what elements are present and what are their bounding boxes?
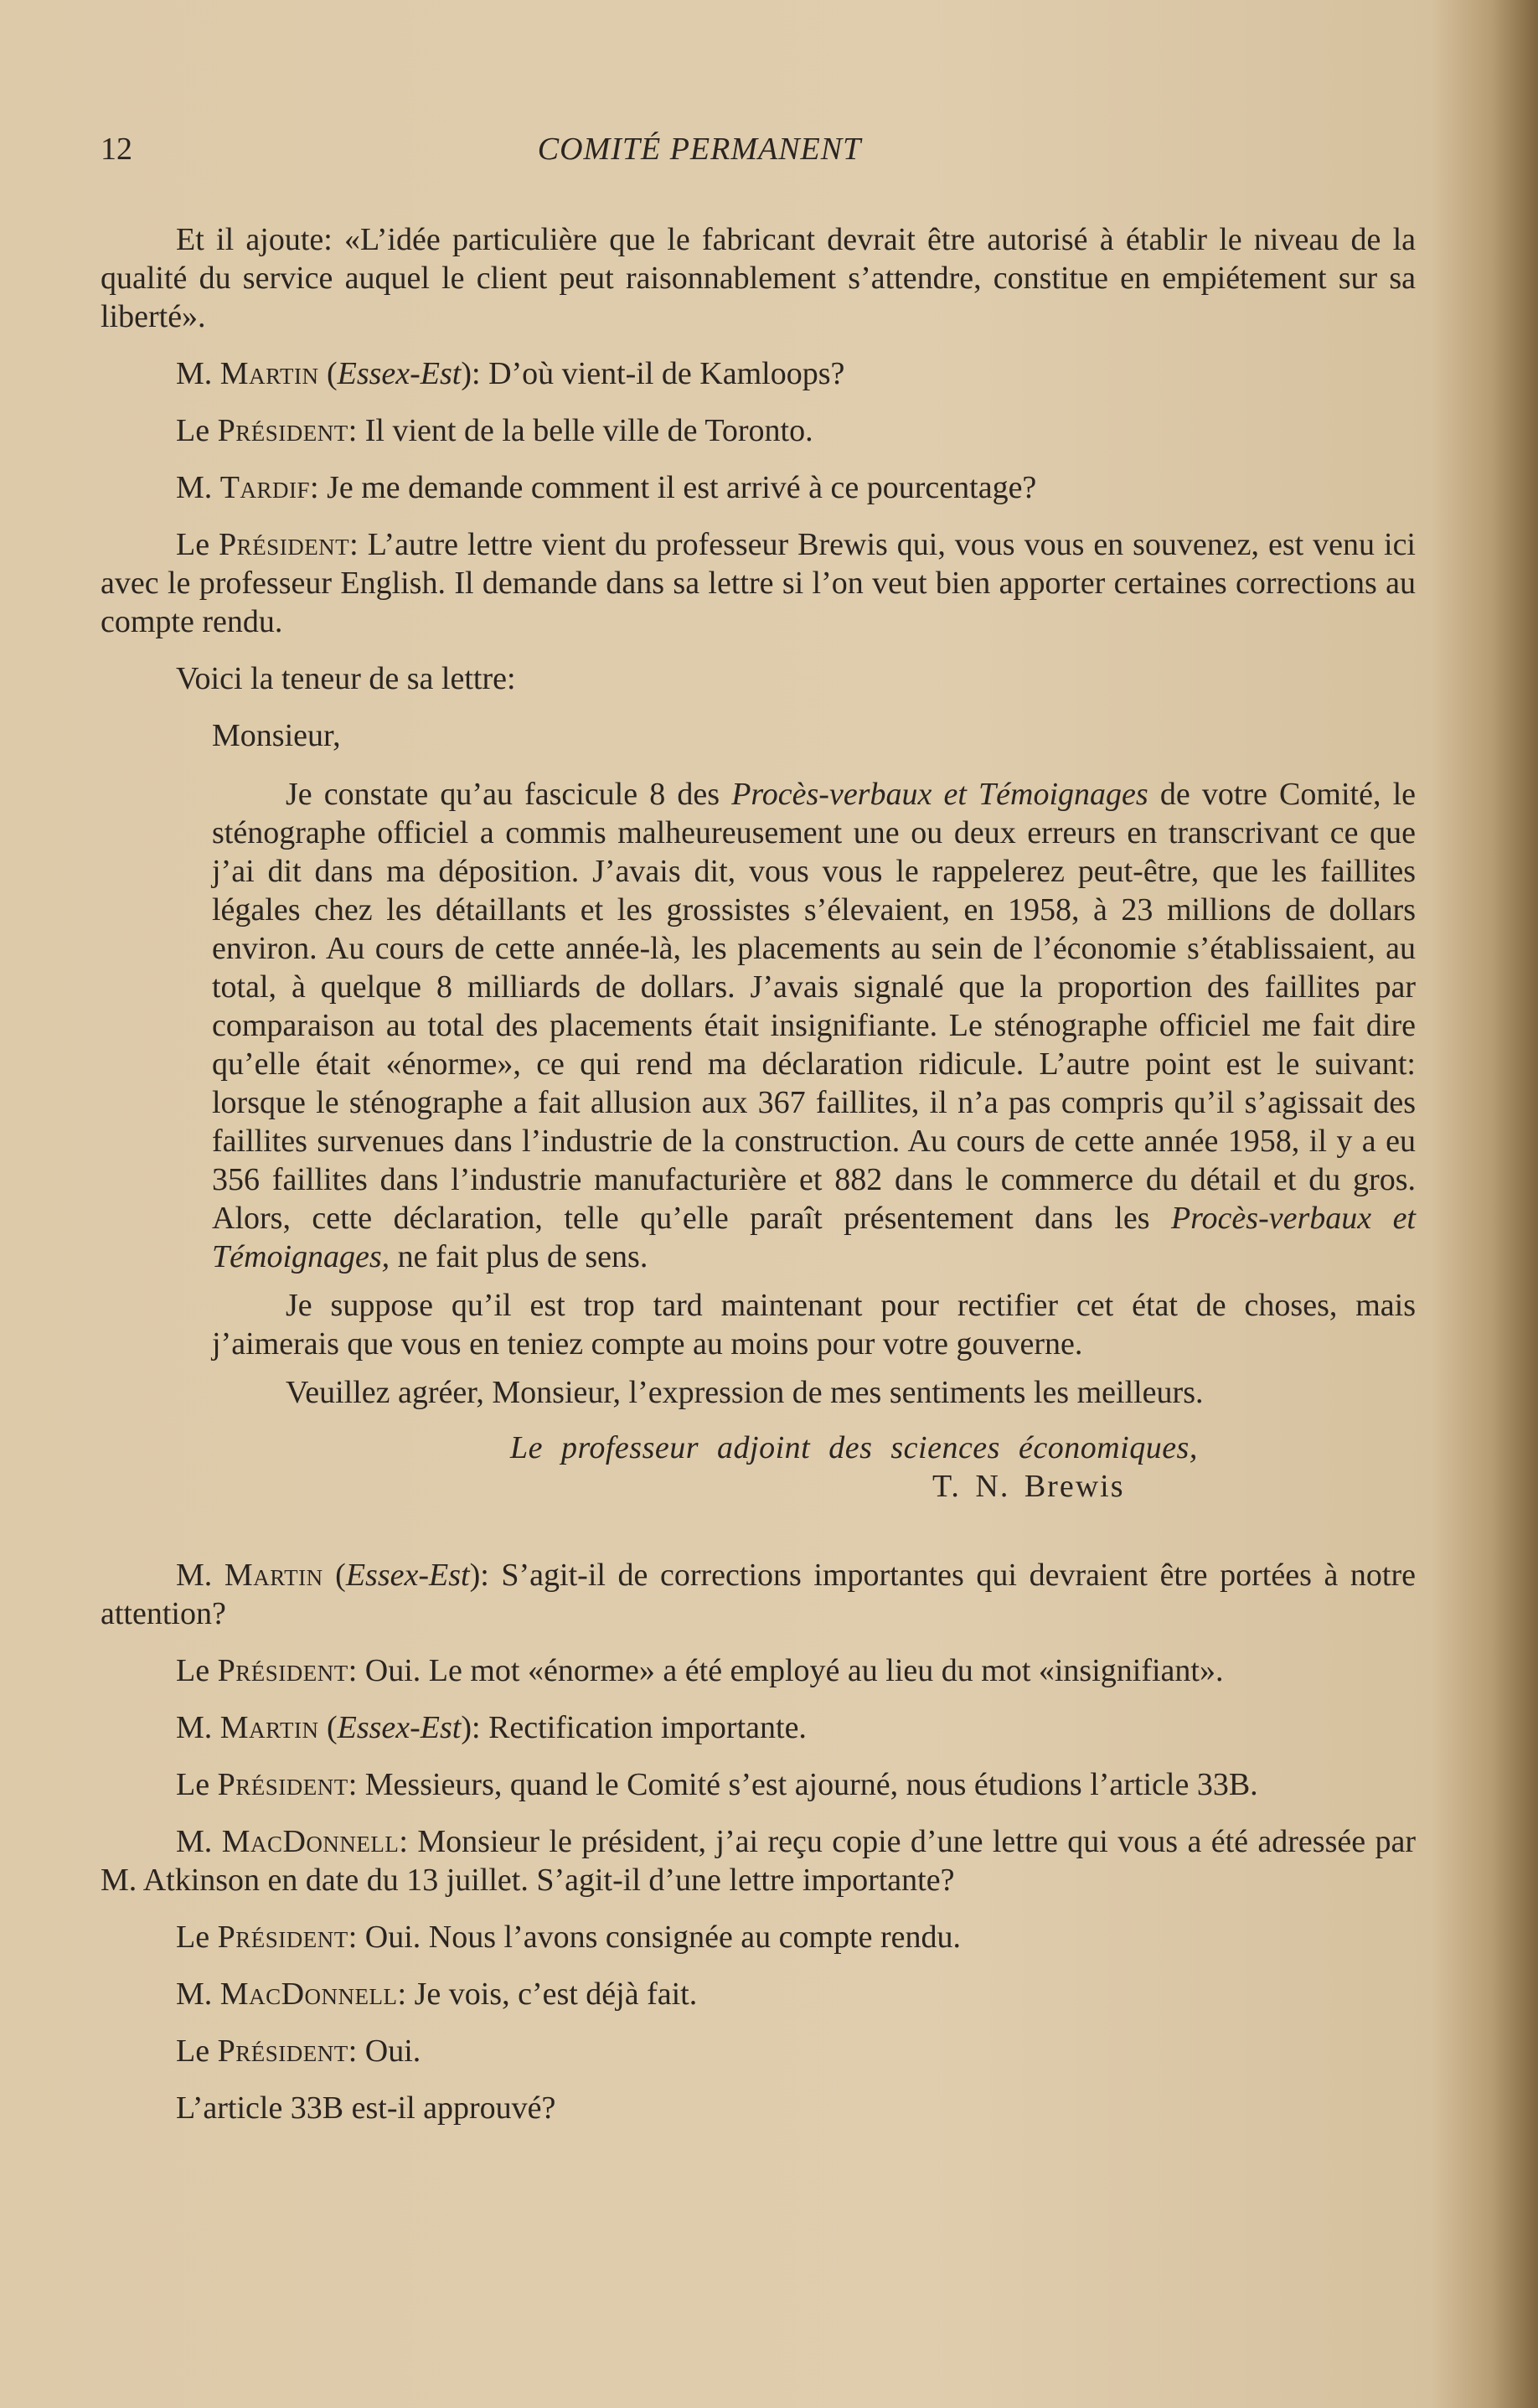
paragraph-14: Le Président: Oui. <box>176 2033 421 2069</box>
paragraph-10: Le Président: Messieurs, quand le Comité s’est ajourné, nous étudions l’article 33B. <box>176 1767 1258 1802</box>
paragraph-5: Le Président: L’autre lettre vient du professeur Brewis qui, vous vous en souvenez, est venu ici avec le professeur English. Il demande dans sa lettre si l’on veut bien apporter certaines corrections au compte rendu. <box>101 527 1416 639</box>
paragraph-1: Et il ajoute: «L’idée particulière que le fabricant devrait être autorisé à établir le niveau de la qualité du service auquel le client peut raisonnablement s’attendre, constitue en empiétement sur sa liberté». <box>101 222 1416 334</box>
paragraph-15: L’article 33B est-il approuvé? <box>176 2090 556 2126</box>
document-page <box>101 130 1416 2127</box>
paragraph-7: M. Martin (Essex-Est): S’agit-il de corrections importantes qui devraient être portées à notre attention? <box>101 1558 1417 1631</box>
constituency: Essex-Est <box>337 1710 462 1745</box>
speaker-prefix: M. <box>176 1824 222 1859</box>
speaker-name: Président <box>217 2033 348 2069</box>
speech-text: Oui. <box>364 2033 421 2069</box>
signature-title: Le professeur adjoint des sciences économiques, <box>510 1430 1198 1465</box>
letter-closing: Veuillez agréer, Monsieur, l’expression de mes sentiments les meilleurs. <box>286 1375 1204 1410</box>
speaker-prefix: Le <box>176 1653 218 1688</box>
page-header <box>101 130 1416 180</box>
paragraph-9: M. Martin (Essex-Est): Rectification importante. <box>176 1710 807 1745</box>
paragraph-4: M. Tardif: Je me demande comment il est arrivé à ce pourcentage? <box>176 470 1037 505</box>
speaker-prefix: M. <box>176 1977 220 2012</box>
running-title: COMITÉ PERMANENT <box>537 132 862 167</box>
speech-text: S’agit-il de corrections importantes qui devraient être portées à notre attention? <box>101 1558 1417 1631</box>
speaker-name: MacDonnell <box>219 1977 398 2012</box>
speech-text: D’où vient-il de Kamloops? <box>488 356 845 391</box>
letter-salutation: Monsieur, <box>212 718 341 753</box>
speech-text: L’autre lettre vient du professeur Brewis qui, vous vous en souvenez, est venu ici avec le professeur English. Il demande dans sa lettre si l’on veut bien apporter certaines corrections au compte rendu. <box>101 527 1416 639</box>
speaker-name: Tardif <box>219 470 311 505</box>
speaker-name: Président <box>219 527 350 562</box>
paragraph-6: Voici la teneur de sa lettre: <box>176 661 516 696</box>
paragraph-8: Le Président: Oui. Le mot «énorme» a été employé au lieu du mot «insignifiant». <box>176 1653 1224 1688</box>
speech-text: Il vient de la belle ville de Toronto. <box>364 413 813 448</box>
speaker-prefix: M. <box>176 356 220 391</box>
page-number: 12 <box>101 132 132 167</box>
speaker-prefix: Le <box>176 1767 218 1802</box>
paragraph-12: Le Président: Oui. Nous l’avons consignée au compte rendu. <box>176 1920 962 1955</box>
speaker-name: Martin <box>219 1710 319 1745</box>
page-body <box>101 220 1416 2127</box>
speaker-prefix: Le <box>176 527 219 562</box>
letter-text: ne fait plus de sens. <box>390 1239 648 1274</box>
letter-paragraph-2: Je suppose qu’il est trop tard maintenant pour rectifier cet état de choses, mais j’aimerais que vous en teniez compte au moins pour votre gouverne. <box>212 1288 1416 1362</box>
speech-text: Je me demande comment il est arrivé à ce pourcentage? <box>327 470 1037 505</box>
speaker-name: Président <box>217 413 348 448</box>
speech-text: Rectification importante. <box>488 1710 807 1745</box>
letter-paragraph-1 <box>212 775 1416 1276</box>
speaker-prefix: Le <box>176 1920 218 1955</box>
letter-publication-title: Procès-verbaux et Témoignages <box>731 777 1148 812</box>
letter-signature <box>212 1429 1416 1506</box>
speech-text: Messieurs, quand le Comité s’est ajourné, nous étudions l’article 33B. <box>364 1767 1258 1802</box>
speaker-prefix: M. <box>176 470 220 505</box>
speaker-prefix: M. <box>176 1710 220 1745</box>
speaker-name: Président <box>217 1653 348 1688</box>
speech-text: Je vois, c’est déjà fait. <box>414 1977 698 2012</box>
letter-text: Je constate qu’au fascicule 8 des <box>286 777 732 812</box>
speech-text: Oui. Nous l’avons consignée au compte rendu. <box>364 1920 962 1955</box>
speaker-name: Président <box>217 1920 348 1955</box>
speaker-name: Président <box>217 1767 348 1802</box>
speaker-prefix: Le <box>176 2033 218 2069</box>
paragraph-3: Le Président: Il vient de la belle ville de Toronto. <box>176 413 813 448</box>
speaker-prefix: Le <box>176 413 218 448</box>
speech-text: Oui. Le mot «énorme» a été employé au lieu du mot «insignifiant». <box>364 1653 1224 1688</box>
speech-text: Monsieur le président, j’ai reçu copie d’une lettre qui vous a été adressée par M. Atkinson en date du 13 juillet. S’agit-il d’une lettre importante? <box>101 1824 1416 1898</box>
speaker-name: MacDonnell <box>221 1824 400 1859</box>
letter-publication-title: Procès-verbaux et Témoignages, <box>212 1201 1416 1274</box>
quoted-letter <box>212 716 1416 1506</box>
speaker-name: Martin <box>219 356 319 391</box>
speaker-prefix: M. <box>176 1558 225 1593</box>
speaker-name: Martin <box>224 1558 323 1593</box>
constituency: Essex-Est <box>337 356 462 391</box>
paragraph-11: M. MacDonnell: Monsieur le président, j’ai reçu copie d’une lettre qui vous a été adressée par M. Atkinson en date du 13 juillet. S’agit-il d’une lettre importante? <box>101 1824 1416 1898</box>
signature-name: T. N. Brewis <box>932 1469 1125 1504</box>
paragraph-2: M. Martin (Essex-Est): D’où vient-il de Kamloops? <box>176 356 845 391</box>
letter-text: de votre Comité, le sténographe officiel a commis malheureusement une ou deux erreurs en transcrivant ce que j’ai dit dans ma déposition. J’avais dit, vous vous le rappelerez peut-être, que les faillites légales chez les détaillants et les grossistes s’élevaient, en 1958, à 23 millions de dollars environ. Au cours de cette année-là, les placements au sein de l’économie s’établissaient, au total, à quelque 8 milliards de dollars. J’avais signalé que la proportion des faillites par comparaison au total des placements était insignifiante. Le sténographe officiel me fait dire qu’elle était «énorme», ce qui rend ma déclaration ridicule. L’autre point est le suivant: lorsque le sténographe a fait allusion aux 367 faillites, il n’a pas compris qu’il s’agissait des faillites survenues dans l’industrie de la construction. Au cours de cette année 1958, il y a eu 356 faillites dans l’industrie manufacturière et 882 dans le commerce du détail et du gros. Alors, cette déclaration, telle qu’elle paraît présentement dans les <box>212 777 1417 1236</box>
paragraph-13: M. MacDonnell: Je vois, c’est déjà fait. <box>176 1977 698 2012</box>
constituency: Essex-Est <box>345 1558 470 1593</box>
